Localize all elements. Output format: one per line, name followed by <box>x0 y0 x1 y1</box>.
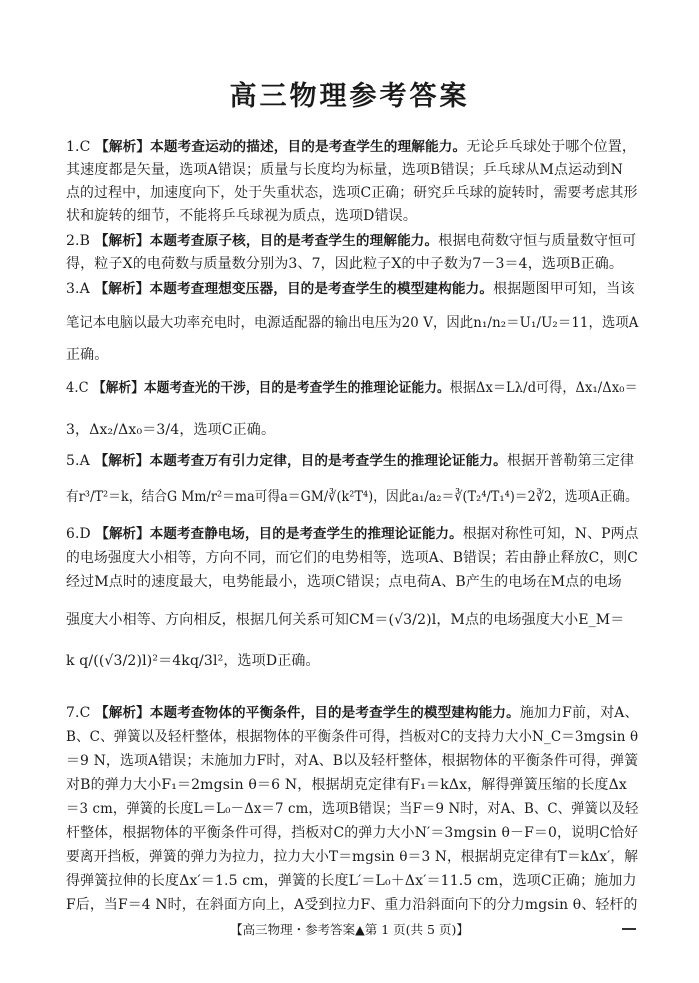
analysis-text: 强度大小相等、方向相反，根据几何关系可知CM＝(√3/2)l，M点的电场强度大小E_M＝ <box>66 612 625 628</box>
answer-line <box>66 378 638 398</box>
answer-line <box>66 160 636 180</box>
analysis-header: 【解析】本题考查静电场，目的是考查学生的推理论证能力。 <box>95 526 463 542</box>
analysis-text: 笔记本电脑以最大功率充电时，电源适配器的输出电压为20 V，因此n₁/n₂＝U₁/U₂＝11，选项A <box>66 315 639 331</box>
analysis-text: 有r³/T²＝k，结合G Mm/r²＝ma可得a＝GM/∛(k²T⁴)，因此a₁/a₂＝∛(T₂⁴/T₁⁴)＝2∛2，选项A正确。 <box>66 489 638 505</box>
analysis-text: 对B的弹力大小F₁＝2mgsin θ＝6 N，根据胡克定律有F₁＝kΔx，解得弹簧压缩的长度Δx <box>66 777 627 793</box>
answer-line <box>66 572 636 592</box>
answer-line <box>66 254 636 274</box>
answer-line <box>66 451 636 471</box>
answer-number: 4.C <box>66 380 93 396</box>
analysis-header: 【解析】本题考查原子核，目的是考查学生的理解能力。 <box>94 233 439 249</box>
analysis-text: k q/((√3/2)l)²＝4kq/3l²，选项D正确。 <box>66 653 320 669</box>
analysis-header: 【解析】本题考查万有引力定律，目的是考查学生的推理论证能力。 <box>94 453 507 469</box>
answer-number: 5.A <box>66 453 95 469</box>
answer-line <box>66 548 639 568</box>
analysis-text: 根据电荷数守恒与质量数守恒可 <box>438 233 637 249</box>
answer-line <box>66 137 636 157</box>
answer-line <box>66 871 636 891</box>
answer-line <box>66 799 639 819</box>
answer-line <box>66 231 636 251</box>
answer-number: 7.C <box>66 705 96 721</box>
answer-number: 3.A <box>66 281 95 297</box>
answer-line <box>66 610 636 630</box>
answer-line <box>66 727 639 747</box>
answer-line <box>66 847 639 867</box>
analysis-header: 【解析】本题考查光的干涉，目的是考查学生的推理论证能力。 <box>92 380 450 396</box>
analysis-text: 得弹簧拉伸的长度Δx′＝1.5 cm，弹簧的长度L′＝L₀＋Δx′＝11.5 cm，选项C正确；施加力 <box>66 873 637 889</box>
analysis-text: 根据开普勒第三定律 <box>506 453 635 469</box>
corner-mark <box>622 928 636 930</box>
answer-number: 2.B <box>66 233 95 249</box>
answer-line <box>66 420 636 440</box>
analysis-header: 【解析】本题考查运动的描述，目的是考查学生的理解能力。 <box>95 139 467 155</box>
analysis-text: 根据Δx＝Lλ/d可得，Δx₁/Δx₀＝ <box>449 380 638 396</box>
answer-line <box>66 206 636 226</box>
answer-number: 6.D <box>66 526 96 542</box>
answer-line <box>66 775 636 795</box>
answer-line <box>66 895 638 915</box>
answer-line <box>66 703 639 723</box>
analysis-text: 经过M点时的速度最大，电势能最小，选项C错误；点电荷A、B产生的电场在M点的电场 <box>66 574 622 590</box>
analysis-header: 【解析】本题考查物体的平衡条件，目的是考查学生的模型建构能力。 <box>95 705 520 721</box>
analysis-text: 根据题图甲可知，当该 <box>493 281 635 297</box>
analysis-text: 无论乒乓球处于哪个位置， <box>466 139 637 155</box>
analysis-text: ＝3 cm，弹簧的长度L＝L₀－Δx＝7 cm，选项B错误；当F＝9 N时，对A、B、C、弹簧以及轻 <box>66 801 639 817</box>
page-title: 高三物理参考答案 <box>229 81 470 112</box>
analysis-text: 状和旋转的细节，不能将乒乓球视为质点，选项D错误。 <box>66 208 417 224</box>
analysis-text: 施加力F前，对A、 <box>519 705 639 721</box>
answer-line <box>66 487 638 507</box>
analysis-text: 的电场强度大小相等，方向不同，而它们的电势相等，选项A、B错误；若由静止释放C，则C <box>66 550 639 566</box>
page-footer: 【高三物理・参考答案▲第 1 页(共 5 页)】 <box>230 922 469 937</box>
answer-line <box>66 651 636 671</box>
answer-line <box>66 823 639 843</box>
analysis-text: 其速度都是矢量，选项A错误；质量与长度均为标量，选项B错误；乒乓球从M点运动到N <box>66 162 623 178</box>
answer-line <box>66 751 639 771</box>
analysis-text: 正确。 <box>66 347 109 363</box>
answer-line <box>66 345 636 365</box>
answer-line <box>66 524 639 544</box>
answer-number: 1.C <box>66 139 96 155</box>
analysis-text: 杆整体，根据物体的平衡条件可得，挡板对C的弹力大小N′＝3mgsin θ－F＝0，说明C恰好 <box>66 825 639 841</box>
analysis-text: B、C、弹簧以及轻杆整体，根据物体的平衡条件可得，挡板对C的支持力大小N_C＝3mgsin θ <box>66 729 639 745</box>
analysis-text: ＝9 N，选项A错误；未施加力F时，对A、B以及轻杆整体，根据物体的平衡条件可得，弹簧 <box>66 753 639 769</box>
analysis-text: 3，Δx₂/Δx₀＝3/4，选项C正确。 <box>66 422 276 438</box>
answer-line <box>66 279 636 299</box>
analysis-header: 【解析】本题考查理想变压器，目的是考查学生的模型建构能力。 <box>94 281 494 297</box>
analysis-text: 点的过程中，加速度向下，处于失重状态，选项C正确；研究乒乓球的旋转时，需要考虑其形 <box>66 185 638 201</box>
analysis-text: 要离开挡板，弹簧的弹力为拉力，拉力大小T＝mgsin θ＝3 N，根据胡克定律有T＝kΔx′，解 <box>66 849 639 865</box>
answer-line <box>66 183 638 203</box>
answer-line <box>66 313 639 333</box>
analysis-text: 得，粒子X的电荷数与质量数分别为3、7，因此粒子X的中子数为7－3＝4，选项B正确。 <box>66 256 624 272</box>
analysis-text: F后，当F＝4 N时，在斜面方向上，A受到拉力F、重力沿斜面向下的分力mgsin θ、轻杆的 <box>66 897 638 913</box>
analysis-text: 根据对称性可知，N、P两点 <box>462 526 639 542</box>
